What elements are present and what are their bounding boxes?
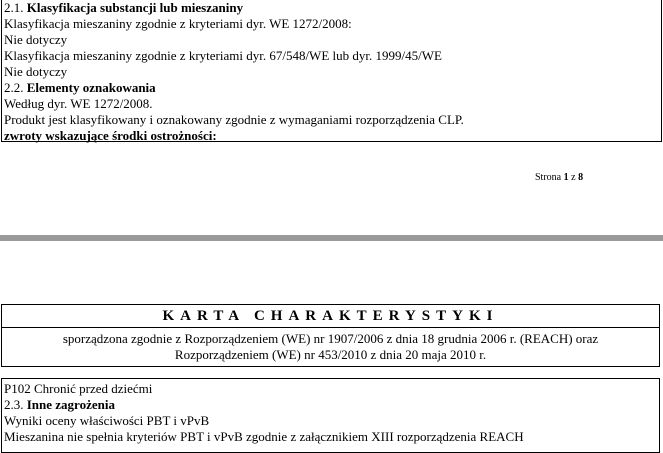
page-number-separator: z <box>571 172 576 183</box>
page-number-total: 8 <box>578 172 584 183</box>
section-title: Inne zagrożenia <box>26 397 115 412</box>
precautionary-statement-p102: P102 Chronić przed dziećmi <box>4 381 153 396</box>
section-number: 2.1. <box>4 0 24 15</box>
section-title: Klasyfikacja substancji lub mieszaniny <box>26 0 244 15</box>
page-number-current: 1 <box>563 172 569 183</box>
text-line: Nie dotyczy <box>4 64 68 79</box>
section-2-3-heading <box>4 397 115 413</box>
text-line: Według dyr. WE 1272/2008. <box>4 96 153 111</box>
text-line: Klasyfikacja mieszaniny zgodnie z kryteriami dyr. WE 1272/2008: <box>4 16 352 31</box>
document-subtitle-box <box>1 327 660 367</box>
text-line: Mieszanina nie spełnia kryteriów PBT i vPvB zgodnie z załącznikiem XIII rozporządzenia REACH <box>4 429 524 444</box>
section-number: 2.3. <box>4 397 24 412</box>
page-number-prefix: Strona <box>535 172 562 183</box>
page-break-divider <box>0 235 663 241</box>
text-line: Klasyfikacja mieszaniny zgodnie z kryteriami dyr. 67/548/WE lub dyr. 1999/45/WE <box>4 48 442 63</box>
page-number <box>535 172 583 184</box>
text-line: Produkt jest klasyfikowany i oznakowany zgodnie z wymaganiami rozporządzenia CLP. <box>4 112 464 127</box>
text-line: Nie dotyczy <box>4 32 68 47</box>
section-2-2-heading <box>4 80 156 96</box>
section-2-1-heading <box>4 0 243 16</box>
document-title-box <box>1 304 660 328</box>
precautionary-statements-label: zwroty wskazujące środki ostrożności: <box>4 128 217 143</box>
section-title: Elementy oznakowania <box>26 80 156 95</box>
document-subtitle-line: sporządzona zgodnie z Rozporządzeniem (WE) nr 1907/2006 z dnia 18 grudnia 2006 r. (REACH) oraz <box>62 331 599 346</box>
document-title: KARTA CHARAKTERYSTYKI <box>162 307 499 324</box>
section-number: 2.2. <box>4 80 24 95</box>
text-line: Wyniki oceny właściwości PBT i vPvB <box>4 413 210 428</box>
document-subtitle-line: Rozporządzeniem (WE) nr 453/2010 z dnia 20 maja 2010 r. <box>174 347 487 362</box>
